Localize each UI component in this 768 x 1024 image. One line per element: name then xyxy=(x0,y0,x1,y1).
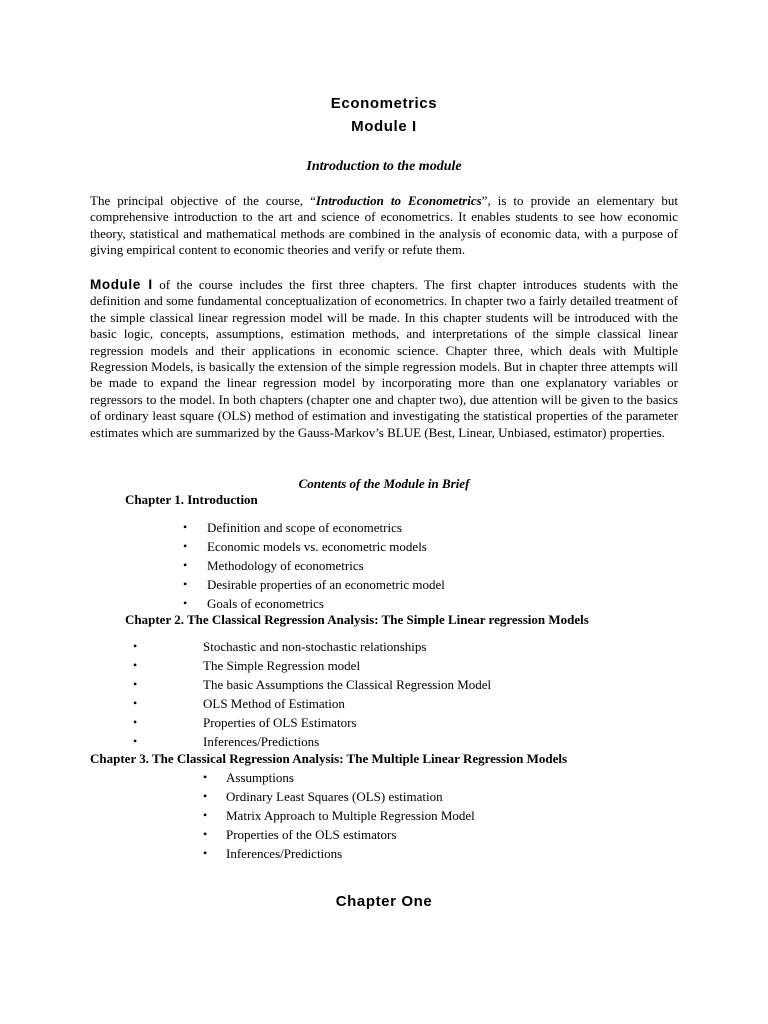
intro-paragraph-start: The principal objective of the course, “ xyxy=(90,193,316,208)
intro-heading: Introduction to the module xyxy=(306,159,462,174)
module-lead: Module I xyxy=(90,277,153,292)
bullet: • xyxy=(133,696,138,710)
contents-heading: Contents of the Module in Brief xyxy=(298,476,470,491)
bullet: • xyxy=(203,808,208,822)
intro-paragraph-rest: ”, is to provide an elementary but comprehensive introduction to the art and science of econometrics. It enables students to see how economic theory, statistical and mathematical methods are combined in the analysis of economic data, with a purpose of giving empirical content to economic theories and verify or refute them. xyxy=(90,193,678,258)
bullet: • xyxy=(133,658,138,672)
list-item-text: Inferences/Predictions xyxy=(226,846,343,861)
list-item-text: Stochastic and non-stochastic relationships xyxy=(203,639,427,654)
bullet: • xyxy=(183,539,188,553)
intro-paragraph xyxy=(90,193,678,259)
list-item-text: Assumptions xyxy=(226,770,294,785)
bullet: • xyxy=(183,520,188,534)
list-item-text: Definition and scope of econometrics xyxy=(207,520,402,535)
bullet: • xyxy=(133,639,138,653)
list-item-text: Economic models vs. econometric models xyxy=(207,539,427,554)
module-heading: Module I xyxy=(351,118,417,135)
bullet: • xyxy=(133,677,138,691)
chapter-2-heading: Chapter 2. The Classical Regression Analysis: The Simple Linear regression Models xyxy=(125,612,589,627)
list-item-text: Properties of OLS Estimators xyxy=(203,715,357,730)
list-item-text: The basic Assumptions the Classical Regression Model xyxy=(203,677,492,692)
list-item-text: Desirable properties of an econometric model xyxy=(207,577,445,592)
list-item-text: Goals of econometrics xyxy=(207,596,324,611)
bullet: • xyxy=(133,734,138,748)
bullet: • xyxy=(203,770,208,784)
chapter-3-heading: Chapter 3. The Classical Regression Analysis: The Multiple Linear Regression Models xyxy=(90,751,568,766)
bullet: • xyxy=(183,577,188,591)
bullet: • xyxy=(203,846,208,860)
list-item-text: Ordinary Least Squares (OLS) estimation xyxy=(226,789,443,804)
module-paragraph-text: of the course includes the first three chapters. The first chapter introduces students with the definition and some fundamental conceptualization of econometrics. In chapter two a fairly detailed treatment of the simple classical linear regression model will be made. In this chapter students will be introduced with the basic logic, concepts, assumptions, estimation methods, and interpretations of the simple classical linear regression models and their applications in economic science. Chapter three, which deals with Multiple Regression Models, is basically the extension of the simple regression models. But in chapter three attempts will be made to expand the linear regression model by incorporating more than one explanatory variables or regressors to the model. In both chapters (chapter one and chapter two), due attention will be given to the basics of ordinary least square (OLS) method of estimation and investigating the statistical properties of the parameter estimates which are summarized by the Gauss-Markov’s BLUE (Best, Linear, Unbiased, estimator) properties. xyxy=(90,277,678,440)
bullet: • xyxy=(203,789,208,803)
document-title: Econometrics xyxy=(330,95,438,112)
module-paragraph xyxy=(90,277,678,441)
bullet: • xyxy=(203,827,208,841)
bullet: • xyxy=(183,558,188,572)
bullet: • xyxy=(183,596,188,610)
list-item-text: The Simple Regression model xyxy=(203,658,361,673)
bullet: • xyxy=(133,715,138,729)
list-item-text: OLS Method of Estimation xyxy=(203,696,345,711)
course-title-emphasis: Introduction to Econometrics xyxy=(315,193,482,208)
chapter-1-heading: Chapter 1. Introduction xyxy=(125,492,258,507)
list-item-text: Properties of the OLS estimators xyxy=(226,827,397,842)
chapter-one-heading: Chapter One xyxy=(335,893,433,910)
list-item-text: Inferences/Predictions xyxy=(203,734,320,749)
list-item-text: Methodology of econometrics xyxy=(207,558,364,573)
list-item-text: Matrix Approach to Multiple Regression Model xyxy=(226,808,475,823)
